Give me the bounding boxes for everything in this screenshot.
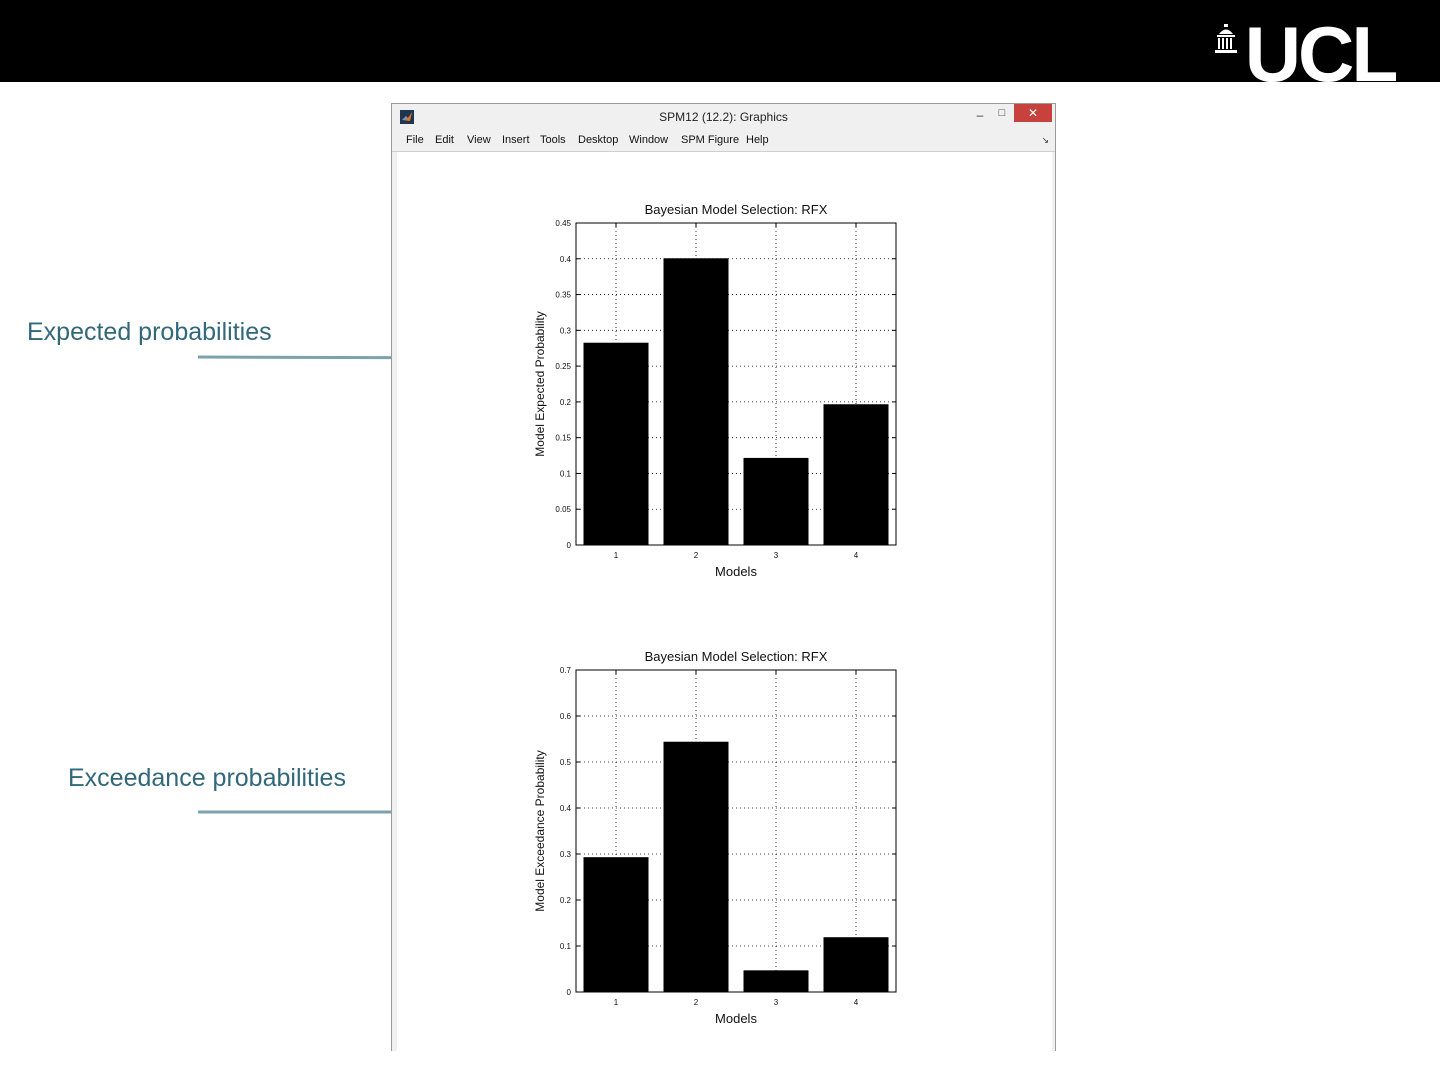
- chart2-y-tick-label: 0.5: [559, 758, 571, 767]
- menu-spm-figure[interactable]: SPM Figure: [681, 134, 740, 146]
- chart1-y-tick-label: 0.4: [559, 254, 571, 264]
- minimize-button[interactable]: –: [976, 108, 984, 122]
- chart2-y-axis-label: Model Exceedance Probability: [533, 750, 547, 912]
- chart2-bar-2: [664, 742, 728, 992]
- chart2-y-tick-label: 0.3: [559, 850, 571, 859]
- chart1-y-tick-label: 0.1: [559, 469, 571, 479]
- logo-text: UCL: [1244, 26, 1396, 82]
- chart1-x-axis-label: Models: [715, 564, 757, 579]
- chart2-bar-1: [584, 858, 648, 992]
- expected-probabilities-label: Expected probabilities: [27, 318, 272, 346]
- chart2-y-tick-label: 0: [566, 988, 571, 997]
- menu-view[interactable]: View: [467, 134, 491, 146]
- chart1-y-tick-label: 0.35: [555, 290, 571, 300]
- chart2-y-tick-label: 0.2: [559, 896, 571, 905]
- chart2-x-tick-label: 1: [613, 998, 619, 1007]
- chart2-bar-4: [824, 938, 888, 992]
- chart1-x-tick-label: 1: [613, 551, 619, 560]
- menu-insert[interactable]: Insert: [502, 134, 530, 146]
- chart1-y-tick-label: 0.3: [559, 326, 571, 336]
- chart1-x-tick-label: 2: [693, 551, 699, 560]
- maximize-button[interactable]: □: [998, 107, 1006, 119]
- chart1-bar-2: [664, 259, 728, 545]
- chart1-y-tick-label: 0.45: [555, 219, 571, 228]
- window-title: SPM12 (12.2): Graphics: [659, 110, 788, 124]
- chart1-x-tick-label: 3: [773, 551, 779, 560]
- chart1-bar-4: [824, 405, 888, 545]
- chart2-y-tick-label: 0.7: [559, 666, 571, 675]
- chart2-y-tick-label: 0.4: [559, 804, 571, 813]
- menu-desktop[interactable]: Desktop: [578, 134, 619, 146]
- chart1-x-tick-label: 4: [853, 551, 859, 560]
- chart1-bar-1: [584, 343, 648, 545]
- chart1-y-tick-label: 0: [566, 541, 571, 550]
- chart2-bar-3: [744, 971, 808, 992]
- chart1-bar-3: [744, 458, 808, 545]
- chart1-y-axis-label: Model Expected Probability: [533, 311, 547, 457]
- chart2-y-tick-label: 0.6: [559, 712, 571, 721]
- chart2-x-tick-label: 3: [773, 998, 779, 1007]
- exceedance-probabilities-label: Exceedance probabilities: [68, 764, 346, 792]
- menu-tools[interactable]: Tools: [540, 134, 566, 146]
- chart1-y-tick-label: 0.25: [555, 362, 571, 372]
- chart2-y-tick-label: 0.1: [559, 942, 571, 951]
- close-button[interactable]: ✕: [1014, 104, 1052, 122]
- chart1-y-tick-label: 0.15: [555, 433, 571, 443]
- chart2-x-tick-label: 4: [853, 998, 859, 1007]
- chart1-y-tick-label: 0.2: [559, 397, 571, 407]
- menu-edit[interactable]: Edit: [435, 134, 454, 146]
- dock-icon[interactable]: ↘: [1041, 135, 1049, 145]
- chart2-title: Bayesian Model Selection: RFX: [644, 649, 828, 664]
- chart2-x-tick-label: 2: [693, 998, 699, 1007]
- menu-window[interactable]: Window: [629, 134, 669, 146]
- chart1-title: Bayesian Model Selection: RFX: [644, 202, 828, 217]
- menu-file[interactable]: File: [406, 134, 424, 146]
- chart1-y-tick-label: 0.05: [555, 505, 571, 515]
- chart2-x-axis-label: Models: [715, 1011, 757, 1026]
- menu-help[interactable]: Help: [746, 134, 769, 146]
